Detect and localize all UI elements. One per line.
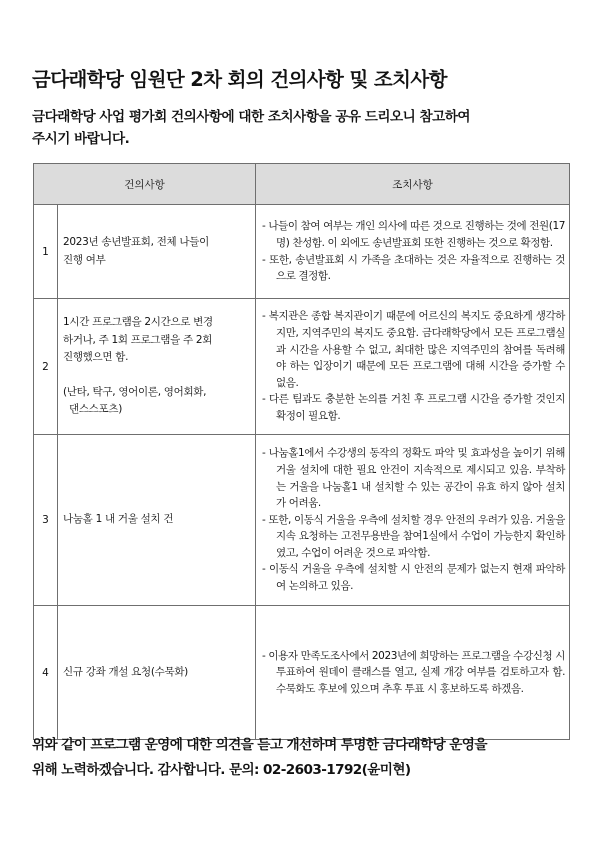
suggestion-line: 1시간 프로그램을 2시간으로 변경 <box>63 316 213 329</box>
table-row <box>34 435 570 606</box>
header-suggestion: 건의사항 <box>34 164 256 205</box>
page-title: 금다래학당 임원단 2차 회의 건의사항 및 조치사항 <box>32 68 447 91</box>
row-number: 3 <box>34 435 58 606</box>
closing-text <box>32 733 577 783</box>
action-item: - 또한, 송년발표회 시 가족을 초대하는 것은 자율적으로 진행하는 것으로 결정함. <box>262 253 566 283</box>
row-number: 1 <box>34 205 58 299</box>
action-cell <box>256 435 570 606</box>
header-action: 조치사항 <box>256 164 570 205</box>
table-row <box>34 205 570 299</box>
suggestion-line: 진행했으면 함. <box>63 351 129 364</box>
table-header-row <box>34 164 570 205</box>
action-item: - 이용자 만족도조사에서 2023년에 희망하는 프로그램을 수강신청 시 투표하여 원데이 클래스를 열고, 실제 개강 여부를 검토하고자 함. 수묵화도 후보에 있으며 추후 투표 시 홍보하도록 하겠음. <box>262 649 566 695</box>
suggestion-cell <box>58 606 256 740</box>
suggestion-sub-note <box>63 384 251 419</box>
suggestion-action-table <box>33 163 570 740</box>
action-item: - 나눔홀1에서 수강생의 동작의 정확도 파악 및 효과성을 높이기 위해 거울 설치에 대한 필요 안건이 지속적으로 제시되고 있음. 부착하는 거울을 나눔홀1 내 설치할 수 있는 공간이 유효 하지 않아 설치가 어려움. <box>262 447 566 510</box>
action-item: - 또한, 이동식 거울을 우측에 설치할 경우 안전의 우려가 있음. 거울을 지속 요청하는 고전무용반을 참여1실에서 수업이 가능한지 확인하였고, 수업이 어려운 것으로 파악함. <box>262 513 566 559</box>
suggestion-sub-line: 댄스스포츠) <box>69 403 123 416</box>
action-item: - 이동식 거울을 우측에 설치할 시 안전의 문제가 없는지 현재 파악하여 논의하고 있음. <box>262 563 566 593</box>
suggestion-line: 진행 여부 <box>63 253 106 266</box>
suggestion-cell <box>58 435 256 606</box>
intro-line: 주시기 바랍니다. <box>32 131 130 147</box>
closing-line: 위와 같이 프로그램 운영에 대한 의견을 듣고 개선하며 투명한 금다래학당 운영을 <box>32 737 487 753</box>
closing-line: 위해 노력하겠습니다. 감사합니다. 문의: 02-2603-1792(윤미현) <box>32 762 411 778</box>
action-cell <box>256 205 570 299</box>
suggestion-line: 2023년 송년발표회, 전체 나들이 <box>63 236 209 248</box>
intro-line: 금다래학당 사업 평가회 건의사항에 대한 조치사항을 공유 드리오니 참고하여 <box>32 109 471 125</box>
action-item: - 나들이 참여 여부는 개인 의사에 따른 것으로 진행하는 것에 전원(17명) 찬성함. 이 외에도 송년발표회 또한 진행하는 것으로 확정함. <box>262 220 566 249</box>
table-row <box>34 299 570 435</box>
suggestion-line: 나눔홀 1 내 거울 설치 건 <box>63 513 174 526</box>
action-item: - 다른 팀과도 충분한 논의를 거친 후 프로그램 시간을 증가할 것인지 확정이 필요함. <box>262 393 566 422</box>
action-cell <box>256 299 570 435</box>
action-cell <box>256 606 570 740</box>
suggestion-line: 하거나, 주 1회 프로그램을 주 2회 <box>63 333 213 346</box>
suggestion-sub-line: (난타, 탁구, 영어이론, 영어회화, <box>63 385 207 398</box>
action-item: - 복지관은 종합 복지관이기 때문에 어르신의 복지도 중요하게 생각하지만, 지역주민의 복지도 중요함. 금다래학당에서 모든 프로그램실과 시간을 사용할 수 없고, 최대한 많은 지역주민의 참여를 독려해야 하는 입장이기 때문에 모든 프로그램에 대해 시간을 증가할 수 없음. <box>262 310 566 389</box>
suggestion-cell <box>58 205 256 299</box>
intro-text <box>32 106 572 150</box>
table-row <box>34 606 570 740</box>
suggestion-cell <box>58 299 256 435</box>
suggestion-line: 신규 강좌 개설 요청(수묵화) <box>63 665 188 678</box>
row-number: 2 <box>34 299 58 435</box>
row-number: 4 <box>34 606 58 740</box>
